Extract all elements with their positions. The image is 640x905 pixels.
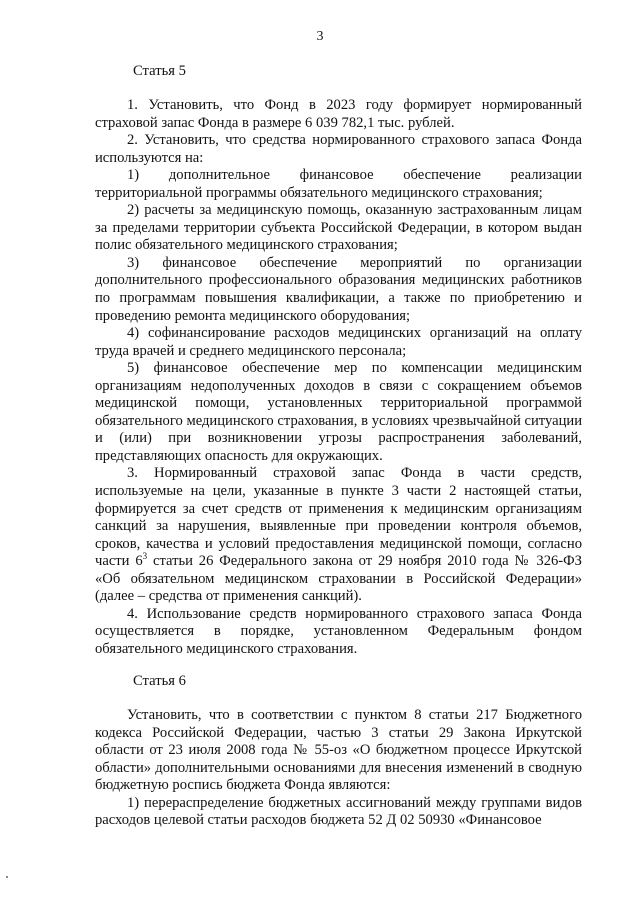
article-5-item-2: 2) расчеты за медицинскую помощь, оказанную застрахованным лицам за пределами территории субъекта Российской Федерации, в котором выдан полис обязательного медицинского страхования; xyxy=(95,202,582,254)
article-5-item-5: 5) финансовое обеспечение мер по компенсации медицинским организациям недополученных доходов в связи с сокращением объемов медицинской помощи, установленных территориальной программой обязательного медицинского страхования, в условиях чрезвычайной ситуации и (или) при возникновении угрозы распространения заболеваний, представляющих опасность для окружающих. xyxy=(95,360,582,464)
article-5-paragraph-2: 2. Установить, что средства нормированного страхового запаса Фонда используются на: xyxy=(95,132,582,166)
superscript-3: 3 xyxy=(142,551,148,562)
article-5-item-1: 1) дополнительное финансовое обеспечение реализации территориальной программы обязательного медицинского страхования; xyxy=(95,167,582,201)
page-number: 3 xyxy=(316,29,324,44)
article-5-paragraph-4: 4. Использование средств нормированного страхового запаса Фонда осуществляется в порядке, установленном Федеральным фондом обязательного медицинского страхования. xyxy=(95,605,582,657)
article-5-heading: Статья 5 xyxy=(133,63,186,79)
article-5-paragraph-1: 1. Установить, что Фонд в 2023 году формирует нормированный страховой запас Фонда в размере 6 039 782,1 тыс. рублей. xyxy=(95,97,582,131)
article-6-body xyxy=(95,707,582,830)
article-5-item-4: 4) софинансирование расходов медицинских организаций на оплату труда врачей и среднего медицинского персонала; xyxy=(95,325,582,359)
article-5-item-3: 3) финансовое обеспечение мероприятий по организации дополнительного профессионального образования медицинских работников по программам повышения квалификации, а также по приобретению и проведению ремонта медицинского оборудования; xyxy=(95,254,582,324)
paragraph-3-text-before: 3. Нормированный страховой запас Фонда в части средств, используемые на цели, указанные в пункте 3 части 2 настоящей статьи, формируется за счет средств от применения к медицинским организациям санкций за нарушения, выявленные при проведении контроля объемов, сроков, качества и условий предоставления медицинской помощи, согласно части 6 xyxy=(95,465,582,570)
article-5-body xyxy=(95,97,582,659)
article-6-item-1: 1) перераспределение бюджетных ассигнований между группами видов расходов целевой статьи расходов бюджета 52 Д 02 50930 «Финансовое xyxy=(95,794,582,829)
paragraph-3-text-after: статьи 26 Федерального закона от 29 ноября 2010 года № 326-ФЗ «Об обязательном медицинском страховании в Российской Федерации» (далее – средства от применения санкций). xyxy=(95,553,582,605)
article-6-paragraph-1: Установить, что в соответствии с пунктом 8 статьи 217 Бюджетного кодекса Российской Федерации, частью 3 статьи 29 Закона Иркутской области от 23 июля 2008 года № 55-оз «О бюджетном процессе Иркутской области» дополнительными основаниями для внесения изменений в сводную бюджетную роспись бюджета Фонда являются: xyxy=(95,707,582,794)
article-6-heading: Статья 6 xyxy=(133,673,186,689)
scan-speck xyxy=(6,876,8,878)
article-5-paragraph-3 xyxy=(95,465,582,605)
